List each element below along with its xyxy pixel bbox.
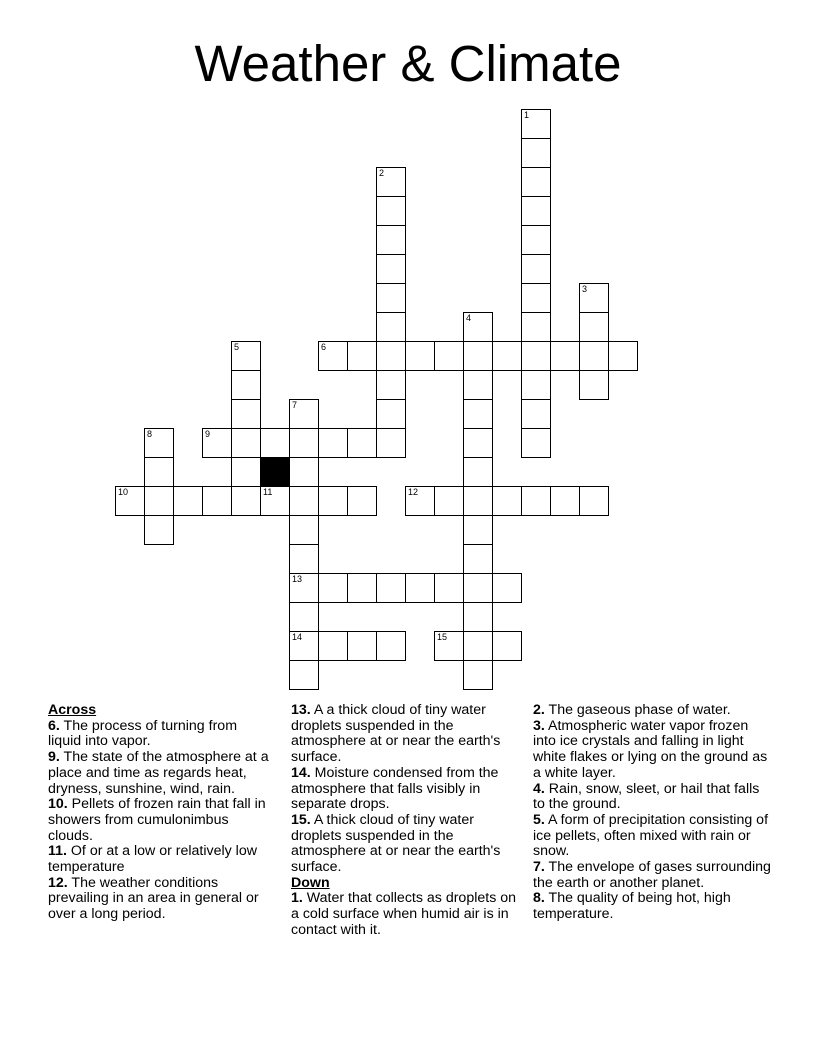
grid-cell[interactable] bbox=[463, 486, 493, 516]
grid-cell[interactable] bbox=[463, 602, 493, 632]
grid-cell[interactable] bbox=[347, 428, 377, 458]
clue-item-text: Rain, snow, sleet, or hail that falls to the ground. bbox=[533, 780, 760, 813]
puzzle-title: Weather & Climate bbox=[194, 35, 622, 92]
grid-cell-10[interactable] bbox=[115, 486, 145, 516]
grid-cell[interactable] bbox=[550, 486, 580, 516]
grid-cell[interactable] bbox=[521, 138, 551, 168]
grid-cell[interactable] bbox=[144, 515, 174, 545]
grid-cell[interactable] bbox=[434, 486, 464, 516]
clue-number: 3 bbox=[582, 284, 588, 294]
grid-cell[interactable] bbox=[347, 573, 377, 603]
clue-item-text: Atmospheric water vapor frozen into ice crystals and falling in light white flakes or lying on the ground as a white layer. bbox=[533, 717, 768, 781]
grid-cell[interactable] bbox=[463, 370, 493, 400]
clue-item-number: 13. bbox=[291, 702, 311, 718]
grid-cell[interactable] bbox=[463, 573, 493, 603]
clue-item bbox=[291, 891, 519, 938]
grid-cell[interactable] bbox=[347, 341, 377, 371]
grid-cell[interactable] bbox=[289, 544, 319, 574]
across-clue-list-continued bbox=[291, 703, 519, 876]
clues-column-3 bbox=[533, 703, 773, 923]
clue-item-text: A a thick cloud of tiny water droplets suspended in the atmosphere at or near the earth's surface. bbox=[291, 702, 501, 766]
clue-item bbox=[291, 703, 519, 766]
clue-item bbox=[533, 860, 773, 891]
grid-cell[interactable] bbox=[434, 573, 464, 603]
clue-item bbox=[533, 719, 773, 782]
clue-item bbox=[48, 844, 270, 875]
grid-cell[interactable] bbox=[376, 573, 406, 603]
clue-number: 7 bbox=[292, 400, 298, 410]
grid-cell[interactable] bbox=[579, 486, 609, 516]
grid-cell[interactable] bbox=[492, 631, 522, 661]
grid-cell[interactable] bbox=[347, 631, 377, 661]
grid-cell[interactable] bbox=[521, 399, 551, 429]
grid-cell[interactable] bbox=[492, 573, 522, 603]
grid-cell[interactable] bbox=[231, 399, 261, 429]
grid-cell[interactable] bbox=[231, 370, 261, 400]
grid-cell[interactable] bbox=[434, 341, 464, 371]
grid-cell[interactable] bbox=[463, 515, 493, 545]
clue-number: 8 bbox=[147, 429, 153, 439]
grid-cell[interactable] bbox=[376, 283, 406, 313]
across-heading: Across bbox=[48, 702, 97, 718]
clue-item-text: Of or at a low or relatively low temperature bbox=[48, 843, 257, 876]
grid-cell[interactable] bbox=[376, 225, 406, 255]
clue-number: 11 bbox=[263, 487, 273, 497]
clue-item-text: A form of precipitation consisting of ice pellets, often mixed with rain or snow. bbox=[533, 811, 769, 860]
grid-cell[interactable] bbox=[231, 457, 261, 487]
grid-cell[interactable] bbox=[521, 428, 551, 458]
across-clue-list bbox=[48, 719, 270, 923]
clue-number: 1 bbox=[524, 110, 530, 120]
grid-cell[interactable] bbox=[463, 428, 493, 458]
clue-item bbox=[533, 813, 773, 860]
grid-cell[interactable] bbox=[521, 312, 551, 342]
clue-item bbox=[533, 782, 773, 813]
grid-cell-9[interactable] bbox=[202, 428, 232, 458]
grid-cell[interactable] bbox=[521, 225, 551, 255]
grid-cell-11[interactable] bbox=[260, 486, 290, 516]
grid-cell[interactable] bbox=[463, 399, 493, 429]
grid-cell[interactable] bbox=[521, 254, 551, 284]
clue-item bbox=[48, 719, 270, 750]
clue-item bbox=[48, 797, 270, 844]
clue-item-number: 2. bbox=[533, 702, 545, 718]
grid-cell-12[interactable] bbox=[405, 486, 435, 516]
grid-cell[interactable] bbox=[347, 486, 377, 516]
clue-number: 15 bbox=[437, 632, 448, 642]
clues-column-2 bbox=[291, 703, 519, 939]
grid-cell[interactable] bbox=[376, 370, 406, 400]
grid-cell[interactable] bbox=[463, 544, 493, 574]
clue-item-number: 11. bbox=[48, 843, 67, 860]
down-heading: Down bbox=[291, 874, 330, 891]
grid-cell-15[interactable] bbox=[434, 631, 464, 661]
clue-number: 2 bbox=[379, 168, 385, 178]
clue-item-number: 15. bbox=[291, 811, 311, 828]
grid-cell[interactable] bbox=[492, 486, 522, 516]
clue-item bbox=[48, 750, 270, 797]
grid-cell[interactable] bbox=[376, 312, 406, 342]
clue-item-number: 6. bbox=[48, 717, 60, 734]
grid-cell[interactable] bbox=[202, 486, 232, 516]
clue-item-text: A thick cloud of tiny water droplets suspended in the atmosphere at or near the earth's surface. bbox=[291, 811, 501, 876]
grid-cell[interactable] bbox=[376, 196, 406, 226]
grid-cell-2[interactable] bbox=[376, 167, 406, 197]
grid-cell-8[interactable] bbox=[144, 428, 174, 458]
blocked-cell bbox=[260, 457, 290, 487]
grid-cell[interactable] bbox=[579, 370, 609, 400]
clue-number: 4 bbox=[466, 313, 472, 323]
clue-item bbox=[48, 876, 270, 923]
clue-item-number: 5. bbox=[533, 811, 545, 828]
grid-cell[interactable] bbox=[144, 457, 174, 487]
grid-cell[interactable] bbox=[289, 660, 319, 690]
grid-cell[interactable] bbox=[521, 341, 551, 371]
clue-number: 14 bbox=[292, 632, 303, 642]
grid-cell-6[interactable] bbox=[318, 341, 348, 371]
clue-item-number: 12. bbox=[48, 874, 68, 891]
grid-cell[interactable] bbox=[376, 399, 406, 429]
grid-cell[interactable] bbox=[289, 486, 319, 516]
clue-item bbox=[533, 703, 773, 719]
clue-item-text: The weather conditions prevailing in an area in general or over a long period. bbox=[48, 874, 259, 923]
grid-cell-4[interactable] bbox=[463, 312, 493, 342]
grid-cell[interactable] bbox=[376, 631, 406, 661]
grid-cell[interactable] bbox=[521, 167, 551, 197]
grid-cell[interactable] bbox=[579, 312, 609, 342]
grid-cell[interactable] bbox=[521, 370, 551, 400]
grid-cell-14[interactable] bbox=[289, 631, 319, 661]
clue-item-number: 8. bbox=[533, 890, 545, 907]
clue-item-number: 14. bbox=[291, 764, 311, 781]
grid-cell[interactable] bbox=[289, 602, 319, 632]
clue-item-text: The quality of being hot, high temperature. bbox=[533, 890, 731, 923]
grid-cell-1[interactable] bbox=[521, 109, 551, 139]
grid-cell[interactable] bbox=[521, 196, 551, 226]
clue-item-text: The state of the atmosphere at a place and time as regards heat, dryness, sunshine, wind, rain. bbox=[48, 749, 269, 797]
grid-cell[interactable] bbox=[608, 341, 638, 371]
grid-cell[interactable] bbox=[521, 283, 551, 313]
grid-cell[interactable] bbox=[521, 486, 551, 516]
grid-cell[interactable] bbox=[318, 631, 348, 661]
clue-item-text: Water that collects as droplets on a cold surface when humid air is in contact with it. bbox=[291, 890, 517, 938]
grid-cell[interactable] bbox=[376, 254, 406, 284]
grid-cell[interactable] bbox=[579, 341, 609, 371]
clue-item-number: 4. bbox=[533, 780, 545, 797]
clue-item-number: 7. bbox=[533, 859, 545, 876]
grid-cell-13[interactable] bbox=[289, 573, 319, 603]
clues-column-1 bbox=[48, 703, 270, 923]
clue-number: 13 bbox=[292, 574, 303, 584]
grid-cell[interactable] bbox=[376, 341, 406, 371]
grid-cell[interactable] bbox=[260, 428, 290, 458]
down-clue-list-continued bbox=[533, 703, 773, 923]
clue-item bbox=[291, 813, 519, 876]
grid-cell[interactable] bbox=[289, 457, 319, 487]
clue-item-number: 3. bbox=[533, 717, 545, 734]
grid-cell-7[interactable] bbox=[289, 399, 319, 429]
clue-item-text: The envelope of gases surrounding the earth or another planet. bbox=[533, 859, 771, 891]
clue-item bbox=[533, 891, 773, 922]
grid-cell[interactable] bbox=[144, 486, 174, 516]
grid-cell[interactable] bbox=[289, 428, 319, 458]
grid-cell[interactable] bbox=[173, 486, 203, 516]
grid-cell[interactable] bbox=[492, 341, 522, 371]
clue-item-number: 10. bbox=[48, 796, 68, 813]
clue-item-text: The process of turning from liquid into vapor. bbox=[48, 717, 238, 750]
grid-cell[interactable] bbox=[463, 341, 493, 371]
grid-cell[interactable] bbox=[463, 660, 493, 690]
clue-item-text: Moisture condensed from the atmosphere that falls visibly in separate drops. bbox=[291, 764, 499, 813]
grid-cell[interactable] bbox=[289, 515, 319, 545]
clue-item bbox=[291, 766, 519, 813]
down-clue-list bbox=[291, 891, 519, 938]
clue-number: 9 bbox=[205, 429, 211, 439]
grid-cell[interactable] bbox=[405, 341, 435, 371]
grid-cell[interactable] bbox=[550, 341, 580, 371]
grid-cell-3[interactable] bbox=[579, 283, 609, 313]
grid-cell[interactable] bbox=[318, 573, 348, 603]
clue-item-number: 1. bbox=[291, 890, 303, 907]
clue-number: 6 bbox=[321, 342, 327, 352]
grid-cell[interactable] bbox=[463, 457, 493, 487]
grid-cell[interactable] bbox=[405, 573, 435, 603]
grid-cell[interactable] bbox=[231, 428, 261, 458]
grid-cell-5[interactable] bbox=[231, 341, 261, 371]
clue-item-text: Pellets of frozen rain that fall in showers from cumulonimbus clouds. bbox=[48, 796, 266, 844]
clue-item-text: The gaseous phase of water. bbox=[544, 702, 731, 718]
clue-number: 10 bbox=[118, 487, 129, 497]
grid-cell[interactable] bbox=[318, 428, 348, 458]
clue-number: 12 bbox=[408, 487, 419, 497]
clue-number: 5 bbox=[234, 342, 240, 352]
grid-cell[interactable] bbox=[231, 486, 261, 516]
grid-cell[interactable] bbox=[463, 631, 493, 661]
clue-item-number: 9. bbox=[48, 749, 60, 766]
grid-cell[interactable] bbox=[376, 428, 406, 458]
grid-cell[interactable] bbox=[318, 486, 348, 516]
